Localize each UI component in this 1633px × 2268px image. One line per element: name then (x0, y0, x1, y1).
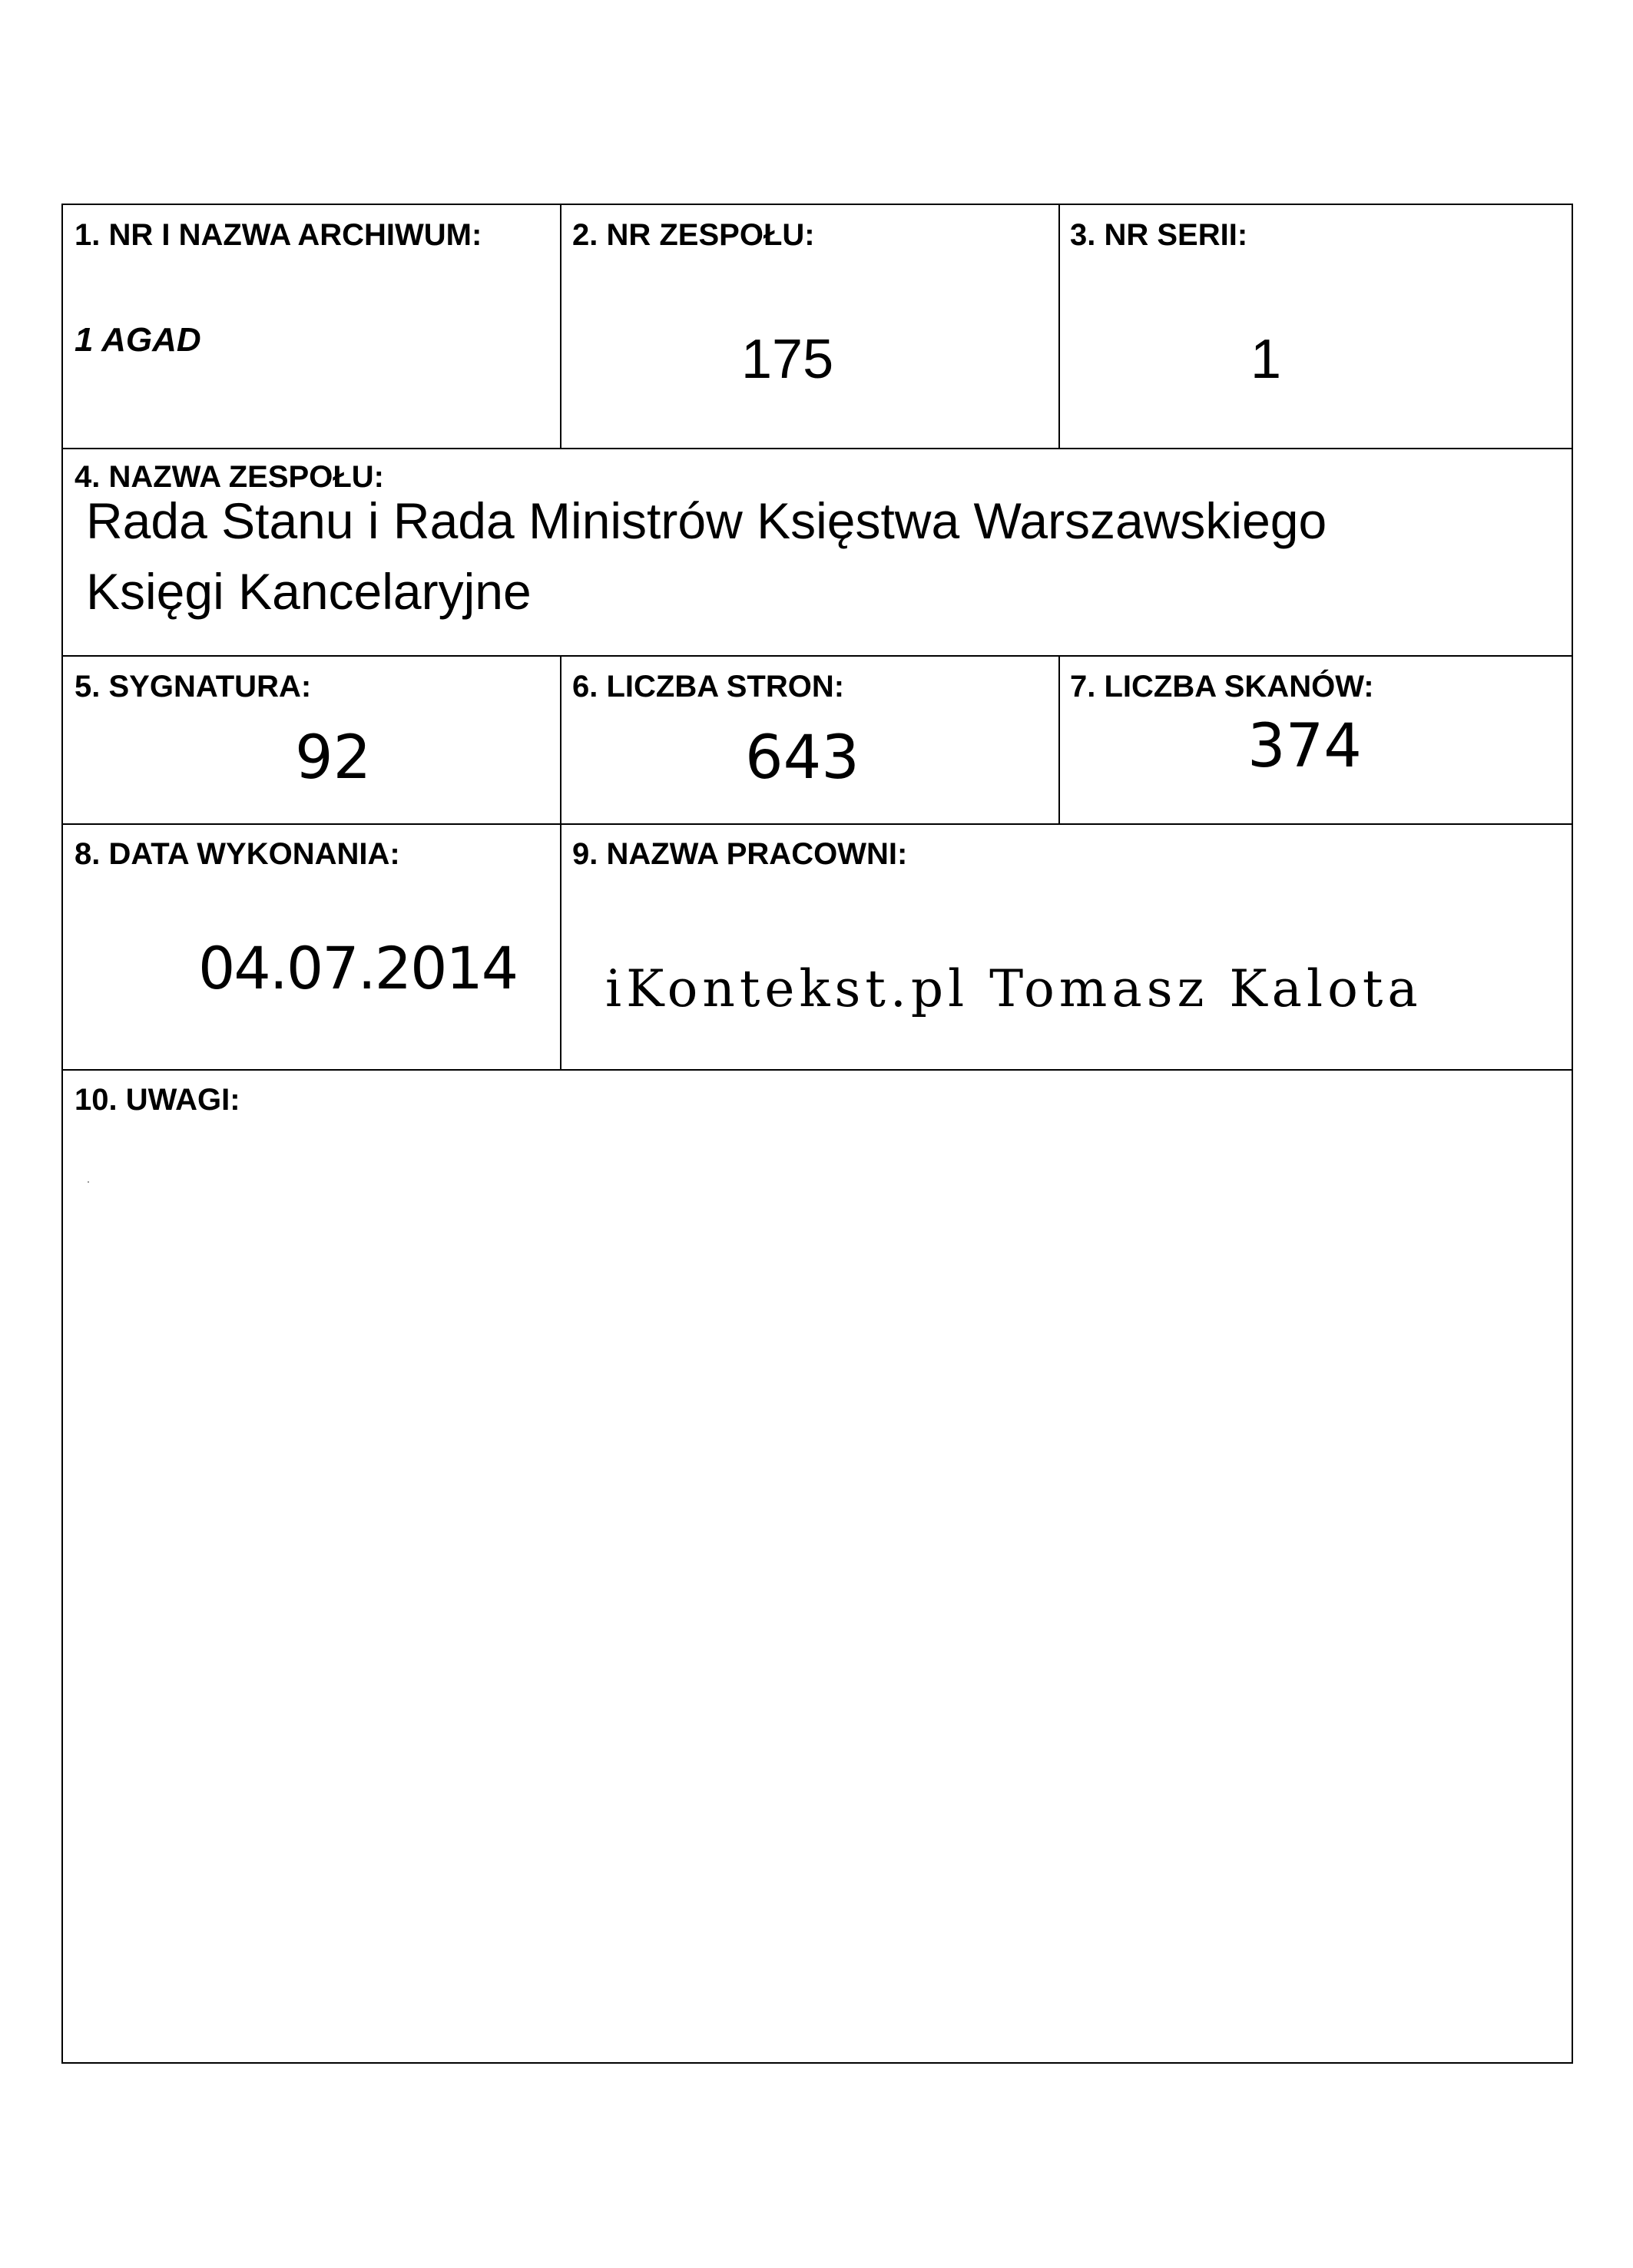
signature-value: 92 (295, 723, 372, 793)
scan-count-label: 7. LICZBA SKANÓW: (1070, 670, 1374, 704)
fond-number-label: 2. NR ZESPOŁU: (572, 218, 815, 252)
fond-name-line-1: Rada Stanu i Rada Ministrów Księstwa Warszawskiego (86, 492, 1327, 549)
cell-notes (61, 1069, 1573, 2064)
studio-value: iKontekst.pl Tomasz Kalota (605, 959, 1423, 1018)
archive-label: 1. NR I NAZWA ARCHIWUM: (75, 218, 482, 252)
page-count-value: 643 (745, 723, 860, 793)
signature-label: 5. SYGNATURA: (75, 670, 312, 704)
archive-value: 1 AGAD (75, 321, 201, 359)
fond-name-line-2: Księgi Kancelaryjne (86, 563, 532, 620)
studio-label: 9. NAZWA PRACOWNI: (572, 837, 908, 871)
series-number-value: 1 (1250, 329, 1282, 390)
fond-number-value: 175 (741, 329, 834, 390)
scan-artifact-dot (88, 1181, 89, 1183)
fond-name-label: 4. NAZWA ZESPOŁU: (75, 460, 384, 494)
date-value: 04.07.2014 (198, 934, 518, 1002)
series-number-label: 3. NR SERII: (1070, 218, 1248, 252)
date-label: 8. DATA WYKONANIA: (75, 837, 400, 871)
page-count-label: 6. LICZBA STRON: (572, 670, 845, 704)
notes-label: 10. UWAGI: (75, 1083, 240, 1117)
scan-count-value: 374 (1247, 712, 1362, 781)
